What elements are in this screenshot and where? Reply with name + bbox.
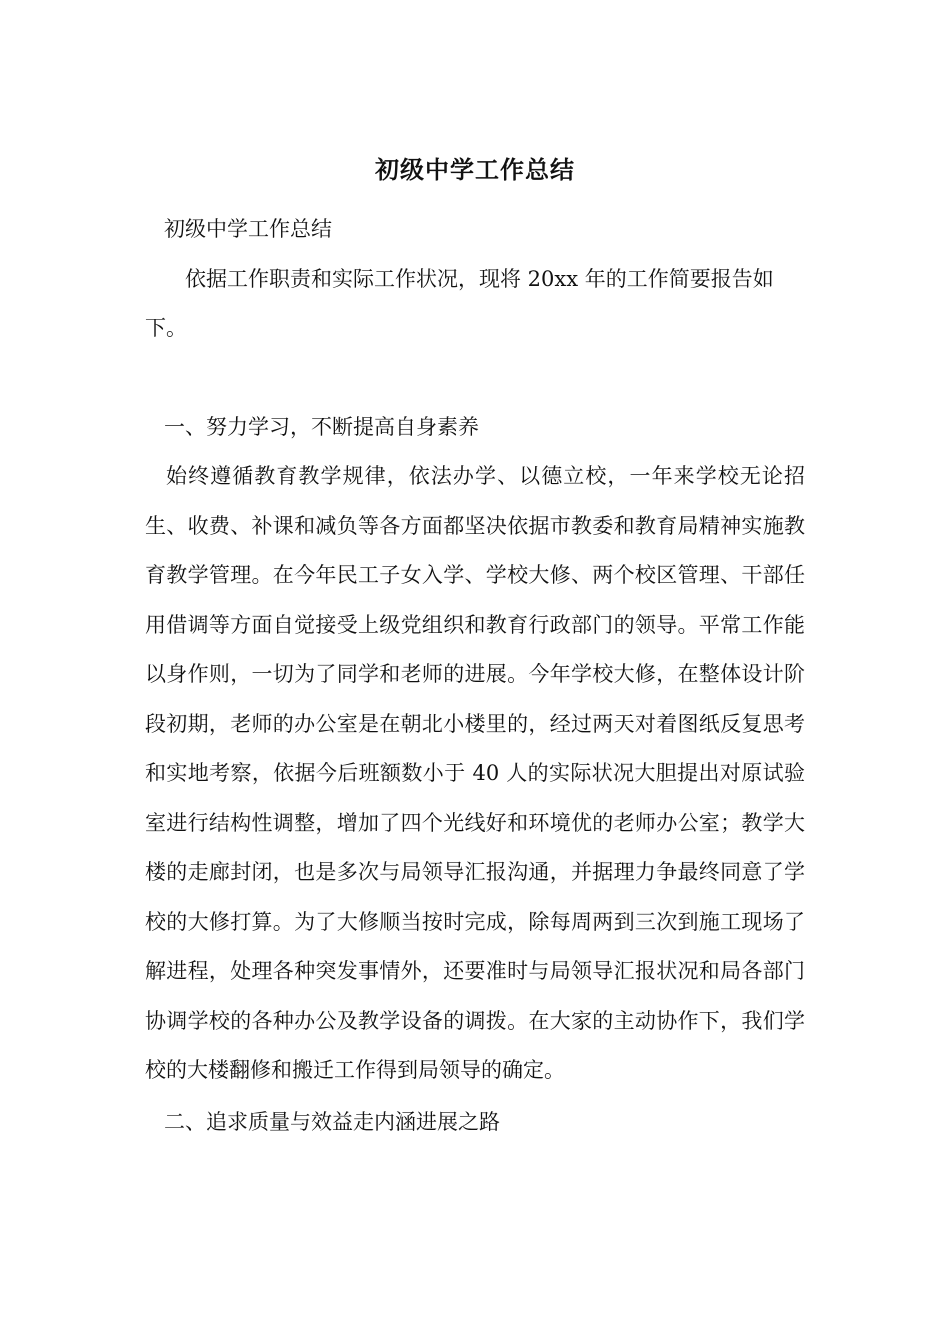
- document-title: 初级中学工作总结: [375, 155, 575, 184]
- document-body: [145, 205, 805, 1147]
- intro-paragraph: 依据工作职责和实际工作状况，现将 20xx 年的工作简要报告如下。: [145, 266, 774, 340]
- section-2-heading: 二、追求质量与效益走内涵进展之路: [164, 1109, 500, 1134]
- document-subtitle: 初级中学工作总结: [164, 217, 332, 241]
- section-1-heading: 一、努力学习，不断提高自身素养: [164, 414, 479, 439]
- paragraph-spacer: [145, 354, 805, 403]
- section-1-body: 始终遵循教育教学规律，依法办学、以德立校，一年来学校无论招生、收费、补课和减负等各方面都坚决依据市教委和教育局精神实施教育教学管理。在今年民工子女入学、学校大修、两个校区管理、干部任用借调等方面自觉接受上级党组织和教育行政部门的领导。平常工作能以身作则，一切为了同学和老师的进展。今年学校大修，在整体设计阶段初期，老师的办公室是在朝北小楼里的，经过两天对着图纸反复思考和实地考察，依据今后班额数小于 40 人的实际状况大胆提出对原试验室进行结构性调整，增加了四个光线好和环境优的老师办公室；教学大楼的走廊封闭，也是多次与局领导汇报沟通，并据理力争最终同意了学校的大修打算。为了大修顺当按时完成，除每周两到三次到施工现场了解进程，处理各种突发事情外，还要准时与局领导汇报状况和局各部门协调学校的各种办公及教学设备的调拨。在大家的主动协作下，我们学校的大楼翻修和搬迁工作得到局领导的确定。: [145, 464, 805, 1082]
